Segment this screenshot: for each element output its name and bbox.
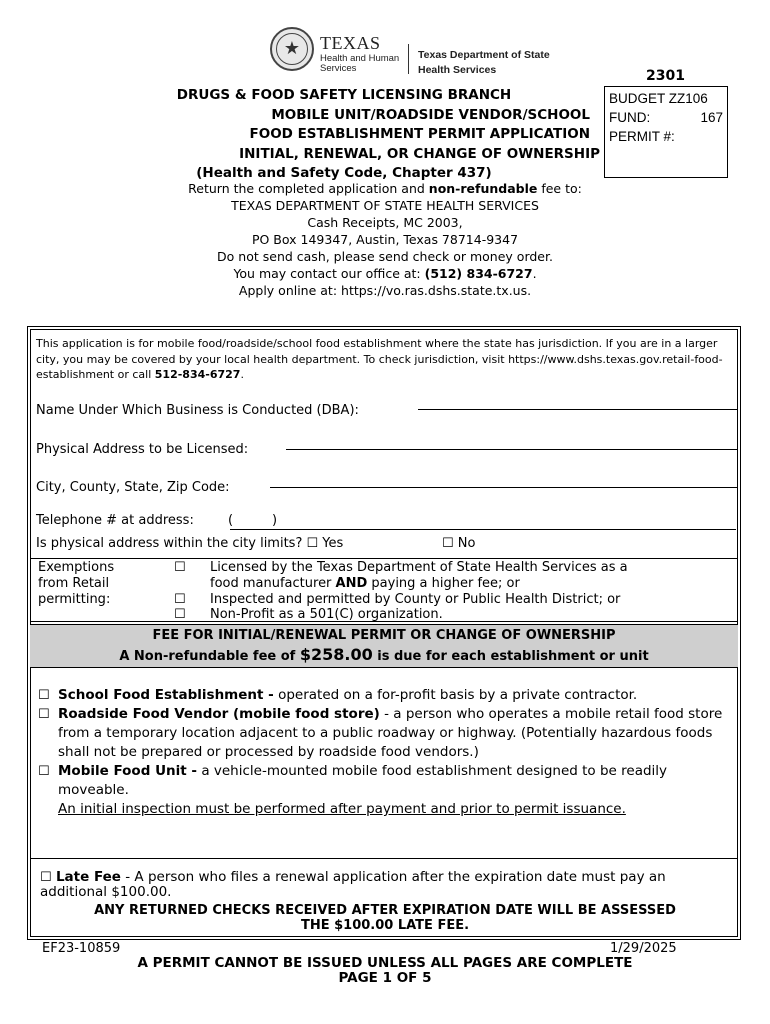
fee-line2-pre: A Non-refundable fee of	[119, 649, 300, 664]
city-input[interactable]	[270, 487, 738, 488]
logo-texas-text: TEXAS	[320, 33, 381, 53]
opt1-line2-post: paying a higher fee; or	[367, 576, 520, 591]
budget-label: BUDGET ZZ106	[609, 91, 708, 106]
exemption-checkbox-1[interactable]: ☐	[174, 560, 186, 575]
roadside-desc: - a person who operates a mobile retail food store from a temporary location adjacent to a public roadway or highway. (Potentially hazardous foods shall not be prepared or processed by roadside food vendors.)	[58, 706, 723, 760]
late-fee-desc: - A person who files a renewal application after the expiration date must pay an additional $100.00.	[40, 869, 666, 900]
school-checkbox[interactable]: ☐	[38, 688, 50, 703]
exemption-options	[210, 560, 730, 622]
return-line4: PO Box 149347, Austin, Texas 78714-9347	[251, 232, 519, 247]
contact-end: .	[532, 266, 537, 281]
address-input[interactable]	[286, 449, 738, 450]
completion-notice: A PERMIT CANNOT BE ISSUED UNLESS ALL PAGES ARE COMPLETE	[137, 955, 633, 971]
yes-checkbox[interactable]: ☐	[306, 536, 319, 551]
form-id: EF23-10859	[42, 941, 121, 956]
exemptions-label-2: from Retail	[38, 576, 110, 591]
title-line1: DRUGS & FOOD SAFETY LICENSING BRANCH	[176, 87, 512, 103]
dba-label: Name Under Which Business is Conducted (DBA):	[36, 403, 359, 418]
form-title	[150, 86, 600, 184]
permit-number-label: PERMIT #:	[609, 129, 675, 144]
return-line1-text: Return the completed application and	[188, 181, 429, 196]
telephone-paren-open: (	[228, 513, 234, 528]
logo-divider	[408, 44, 409, 74]
exemptions-label-3: permitting:	[38, 592, 111, 607]
title-line2: MOBILE UNIT/ROADSIDE VENDOR/SCHOOL	[271, 106, 590, 123]
city-limits-label: Is physical address within the city limits?	[36, 536, 303, 551]
dshs-line1: Texas Department of State	[418, 49, 550, 61]
school-title: School Food Establishment -	[58, 687, 274, 703]
city-limits-question	[36, 536, 343, 551]
type-school	[38, 686, 728, 705]
budget-code: 2301	[646, 68, 685, 84]
fee-line2-post: is due for each establishment or unit	[372, 649, 649, 664]
mobile-desc: a vehicle-mounted mobile food establishment designed to be readily moveable.	[58, 763, 668, 798]
return-line7: Apply online at: https://vo.ras.dshs.state.tx.us.	[238, 283, 532, 298]
budget-box	[604, 86, 728, 178]
telephone-paren-close: )	[272, 513, 278, 528]
page-number: PAGE 1 OF 5	[338, 970, 432, 986]
fee-amount: $258.00	[299, 645, 373, 664]
exemption-checkbox-2[interactable]: ☐	[174, 592, 186, 607]
logo-hhs-line2: Services	[320, 62, 357, 74]
exemption-opt3: Non-Profit as a 501(C) organization.	[210, 607, 443, 622]
telephone-label: Telephone # at address:	[36, 513, 194, 528]
fee-line2	[30, 645, 738, 667]
exemption-opt2: Inspected and permitted by County or Public Health District; or	[210, 592, 621, 607]
dba-input[interactable]	[418, 409, 738, 410]
exemption-checkbox-3[interactable]: ☐	[174, 607, 186, 622]
fee-band	[30, 624, 738, 668]
dshs-line2: Health Services	[418, 64, 497, 76]
exemption-checkboxes	[174, 560, 186, 622]
return-line1-end: fee to:	[537, 181, 582, 196]
fund-row	[609, 108, 723, 127]
title-line4: INITIAL, RENEWAL, OR CHANGE OF OWNERSHIP	[239, 145, 600, 162]
fund-value: 167	[700, 110, 723, 125]
warning-line2: THE $100.00 LATE FEE.	[300, 918, 470, 933]
form-date: 1/29/2025	[610, 941, 677, 956]
non-refundable-text: non-refundable	[428, 181, 538, 196]
texas-seal-icon: ★	[270, 27, 314, 71]
hhs-logo	[320, 34, 399, 73]
type-roadside	[38, 705, 728, 762]
late-fee-text	[40, 870, 730, 900]
returned-checks-warning	[36, 903, 734, 933]
return-line1	[150, 180, 620, 197]
address-label: Physical Address to be Licensed:	[36, 442, 249, 457]
school-desc: operated on a for-profit basis by a private contractor.	[273, 687, 638, 703]
jurisdiction-intro	[36, 336, 726, 383]
return-line6	[150, 265, 620, 282]
opt1-and: AND	[335, 576, 368, 591]
exemption-spacer	[174, 576, 186, 592]
no-option	[442, 536, 475, 551]
no-label: No	[457, 536, 476, 551]
establishment-types	[38, 686, 728, 819]
no-checkbox[interactable]: ☐	[442, 536, 454, 551]
logo-hhs-line1: Health and Human	[320, 53, 400, 64]
intro-text: This application is for mobile food/roadside/school food establishment where the state has jurisdiction. If you are in a larger city, you may be covered by your local health department. To check jurisdiction, visit https://www.dshs.texas.gov.retail-food-establishment or call	[36, 337, 723, 381]
exemption-opt1-line1: Licensed by the Texas Department of State Health Services as a	[210, 560, 628, 575]
return-instructions	[150, 180, 620, 299]
warning-line1: ANY RETURNED CHECKS RECEIVED AFTER EXPIRATION DATE WILL BE ASSESSED	[94, 903, 676, 918]
dshs-logo-text	[418, 48, 550, 78]
fund-label: FUND:	[609, 110, 651, 125]
type-mobile	[38, 762, 728, 800]
contact-text: You may contact our office at:	[233, 266, 425, 281]
late-fee-checkbox[interactable]: ☐	[40, 870, 52, 885]
opt1-line2-pre: food manufacturer	[210, 576, 336, 591]
intro-end: .	[240, 368, 244, 381]
inspection-note: An initial inspection must be performed after payment and prior to permit issuance.	[58, 801, 626, 817]
mobile-checkbox[interactable]: ☐	[38, 764, 50, 779]
title-line3: FOOD ESTABLISHMENT PERMIT APPLICATION	[249, 126, 590, 142]
return-line5: Do not send cash, please send check or money order.	[217, 249, 553, 264]
roadside-checkbox[interactable]: ☐	[38, 707, 50, 722]
title-line5: (Health and Safety Code, Chapter 437)	[196, 165, 492, 181]
late-fee-title: Late Fee	[55, 869, 121, 885]
exemption-opt1-line2	[210, 576, 730, 592]
exemptions-label-1: Exemptions	[38, 560, 115, 575]
contact-phone: (512) 834-6727	[424, 266, 533, 281]
exemptions-label	[38, 560, 114, 608]
fee-heading: FEE FOR INITIAL/RENEWAL PERMIT OR CHANGE OF OWNERSHIP	[152, 628, 616, 643]
roadside-title: Roadside Food Vendor (mobile food store)	[58, 706, 380, 722]
mobile-title: Mobile Food Unit -	[58, 763, 198, 779]
city-label: City, County, State, Zip Code:	[36, 480, 230, 495]
return-line3: Cash Receipts, MC 2003,	[307, 215, 463, 230]
page-footer	[40, 956, 730, 986]
intro-phone: 512-834-6727	[154, 368, 241, 381]
telephone-input[interactable]	[230, 529, 736, 530]
yes-label: Yes	[322, 536, 344, 551]
return-line2: TEXAS DEPARTMENT OF STATE HEALTH SERVICES	[231, 198, 539, 213]
